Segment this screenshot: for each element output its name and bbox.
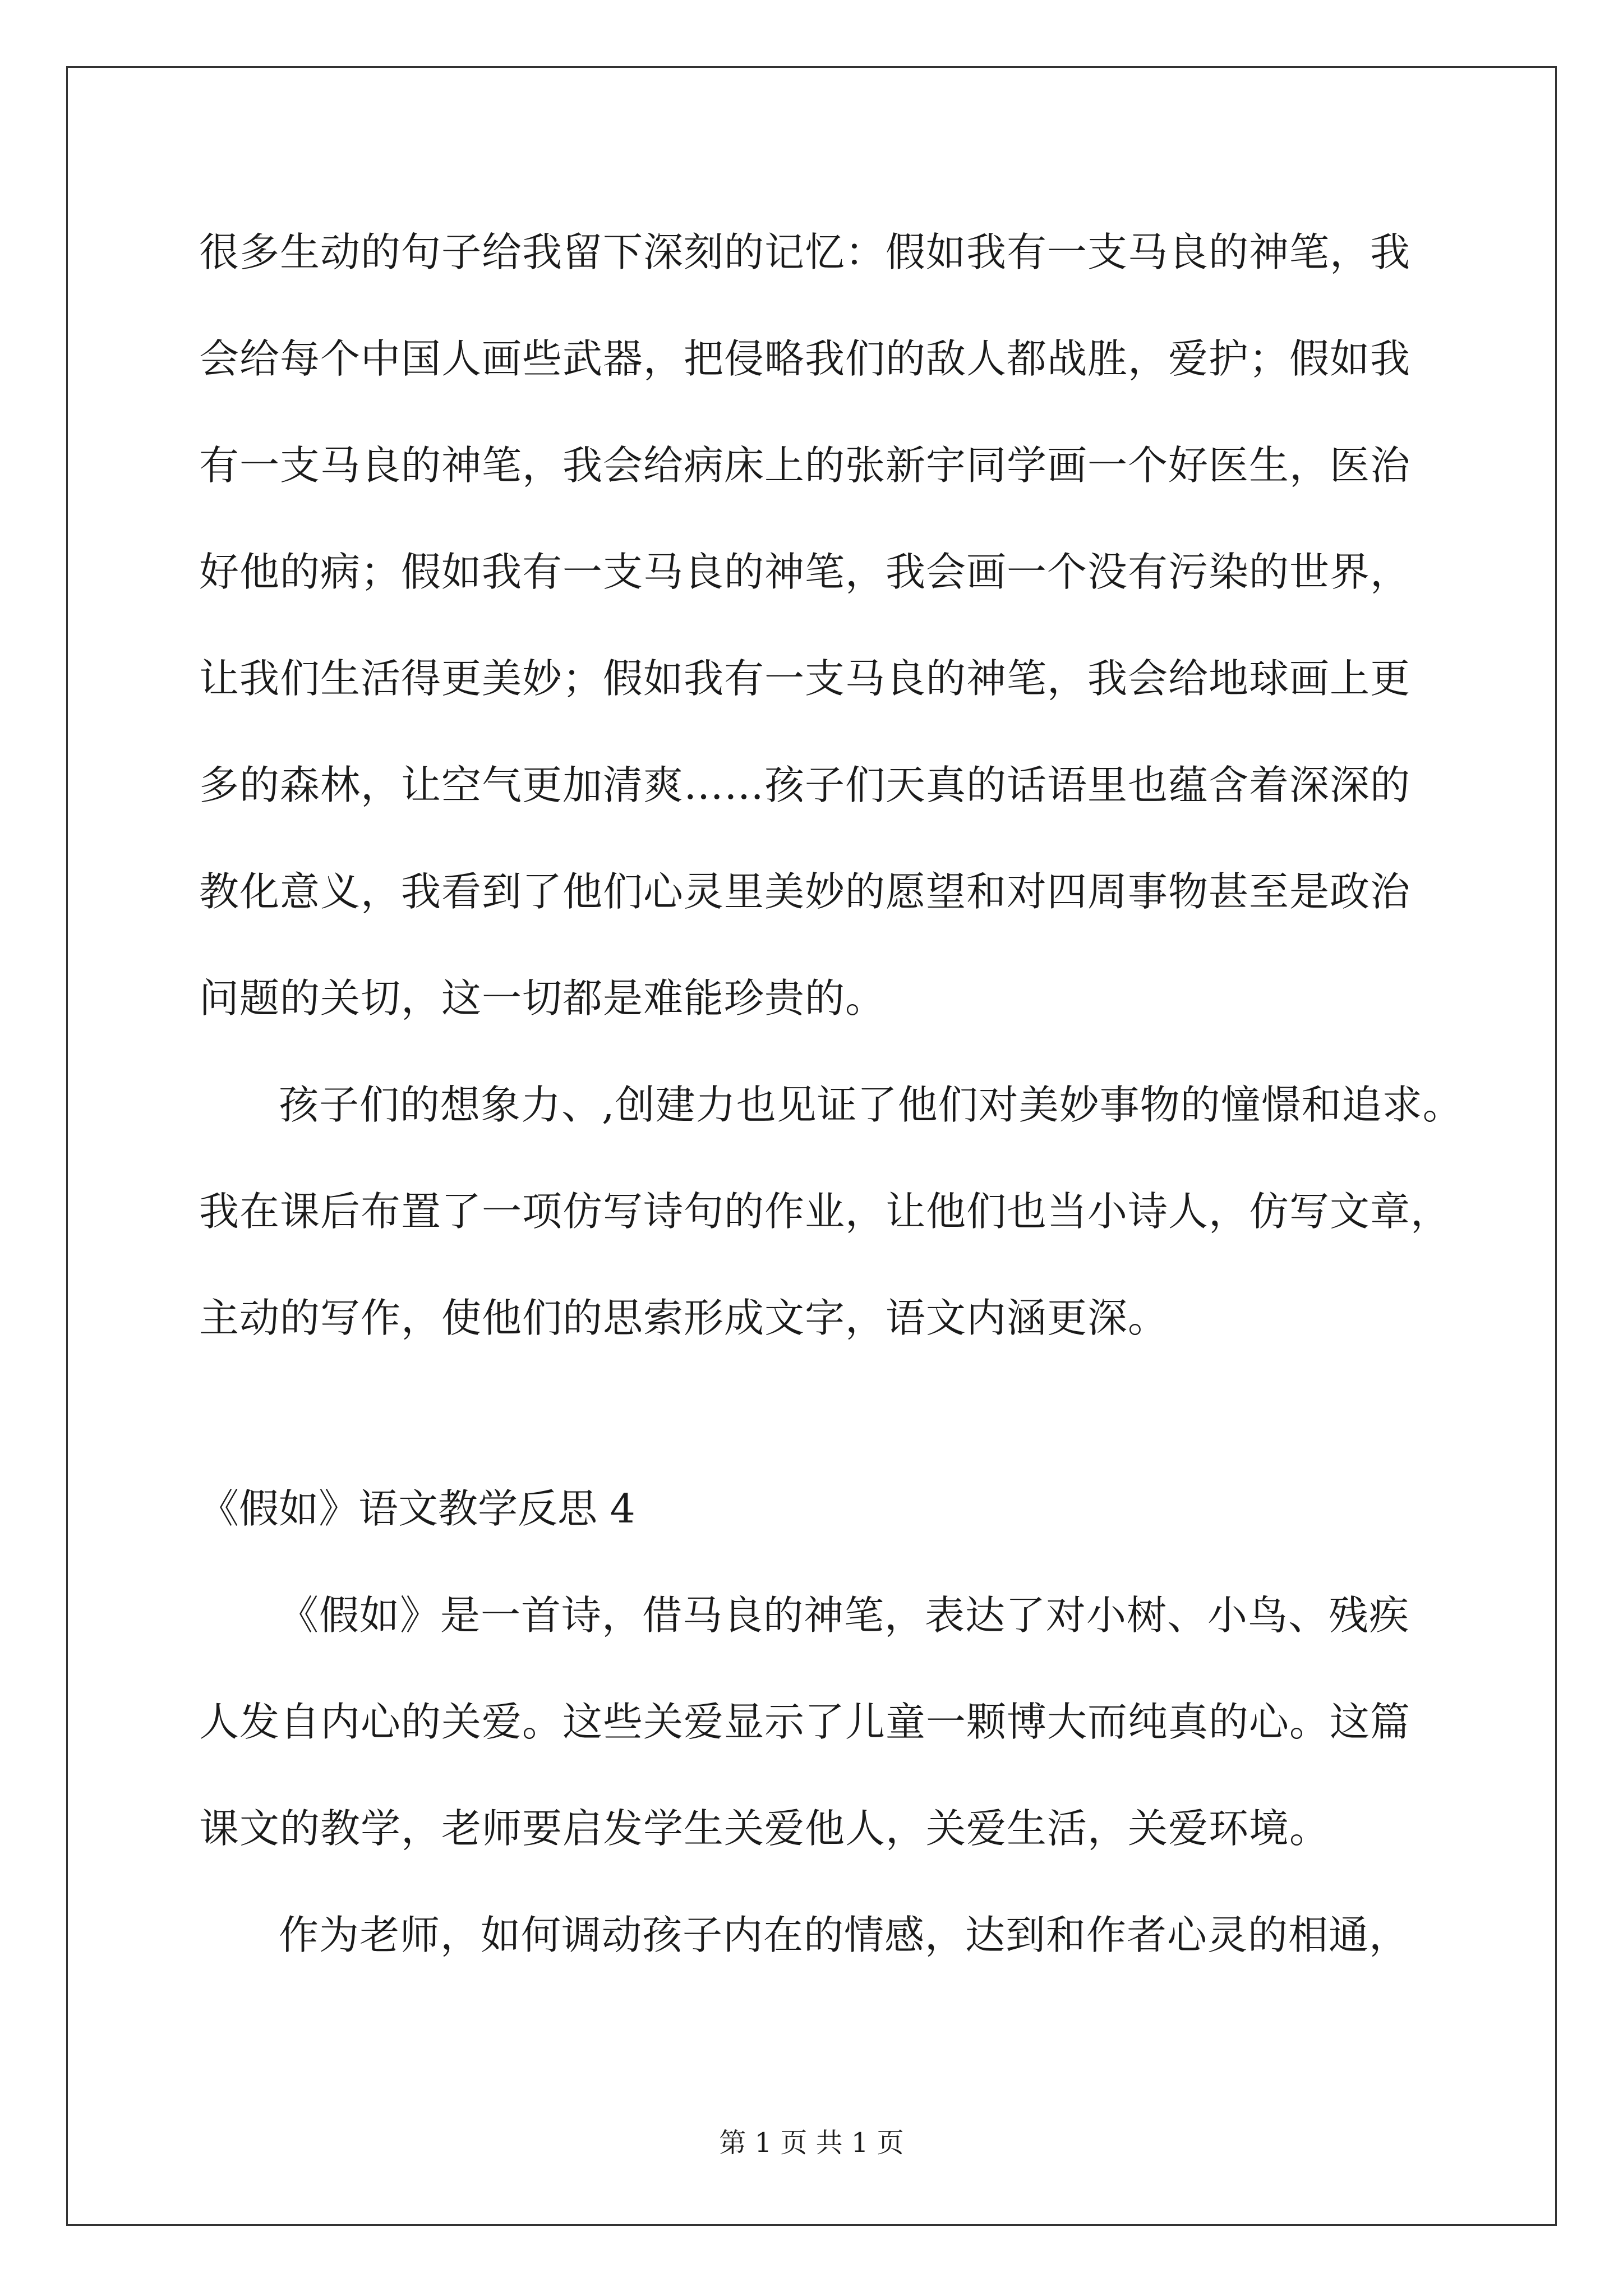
text-line: 人发自内心的关爱。这些关爱显示了儿童一颗博大而纯真的心。这篇 xyxy=(199,1699,1411,1745)
paragraph xyxy=(199,1066,1463,1386)
text-line: 多的森林，让空气更加清爽……孩子们天真的话语里也蕴含着深深的 xyxy=(199,762,1411,808)
page-footer: 第 1 页 共 1 页 xyxy=(719,2127,904,2159)
text-line: 作为老师，如何调动孩子内在的情感，达到和作者心灵的相通， xyxy=(279,1912,1410,1958)
text-line: 会给每个中国人画些武器，把侵略我们的敌人都战胜，爱护；假如我 xyxy=(199,335,1411,382)
text-line: 有一支马良的神笔，我会给病床上的张新宇同学画一个好医生，医治 xyxy=(199,442,1411,489)
document-body xyxy=(199,213,1463,2003)
text-line: 《假如》是一首诗，借马良的神笔，表达了对小树、小鸟、残疾 xyxy=(279,1592,1410,1639)
text-line: 我在课后布置了一项仿写诗句的作业，让他们也当小诗人，仿写文章， xyxy=(199,1188,1451,1235)
text-line: 好他的病；假如我有一支马良的神笔，我会画一个没有污染的世界， xyxy=(199,549,1411,595)
text-line: 教化意义，我看到了他们心灵里美妙的愿望和对四周事物甚至是政治 xyxy=(199,868,1411,915)
paragraph xyxy=(199,1576,1438,1896)
text-line: 主动的写作，使他们的思索形成文字，语文内涵更深。 xyxy=(199,1295,1169,1341)
text-line: 问题的关切，这一切都是难能珍贵的。 xyxy=(199,975,886,1022)
text-line: 让我们生活得更美妙；假如我有一支马良的神笔，我会给地球画上更 xyxy=(199,655,1411,702)
text-line: 孩子们的想象力、,创建力也见证了他们对美妙事物的憧憬和追求。 xyxy=(279,1082,1463,1128)
paragraph xyxy=(199,1896,1438,2003)
paragraph xyxy=(199,213,1438,1066)
section-heading: 《假如》语文教学反思 4 xyxy=(199,1485,635,1532)
text-line: 课文的教学，老师要启发学生关爱他人，关爱生活，关爱环境。 xyxy=(199,1805,1330,1852)
text-line: 很多生动的句子给我留下深刻的记忆：假如我有一支马良的神笔，我 xyxy=(199,229,1411,275)
